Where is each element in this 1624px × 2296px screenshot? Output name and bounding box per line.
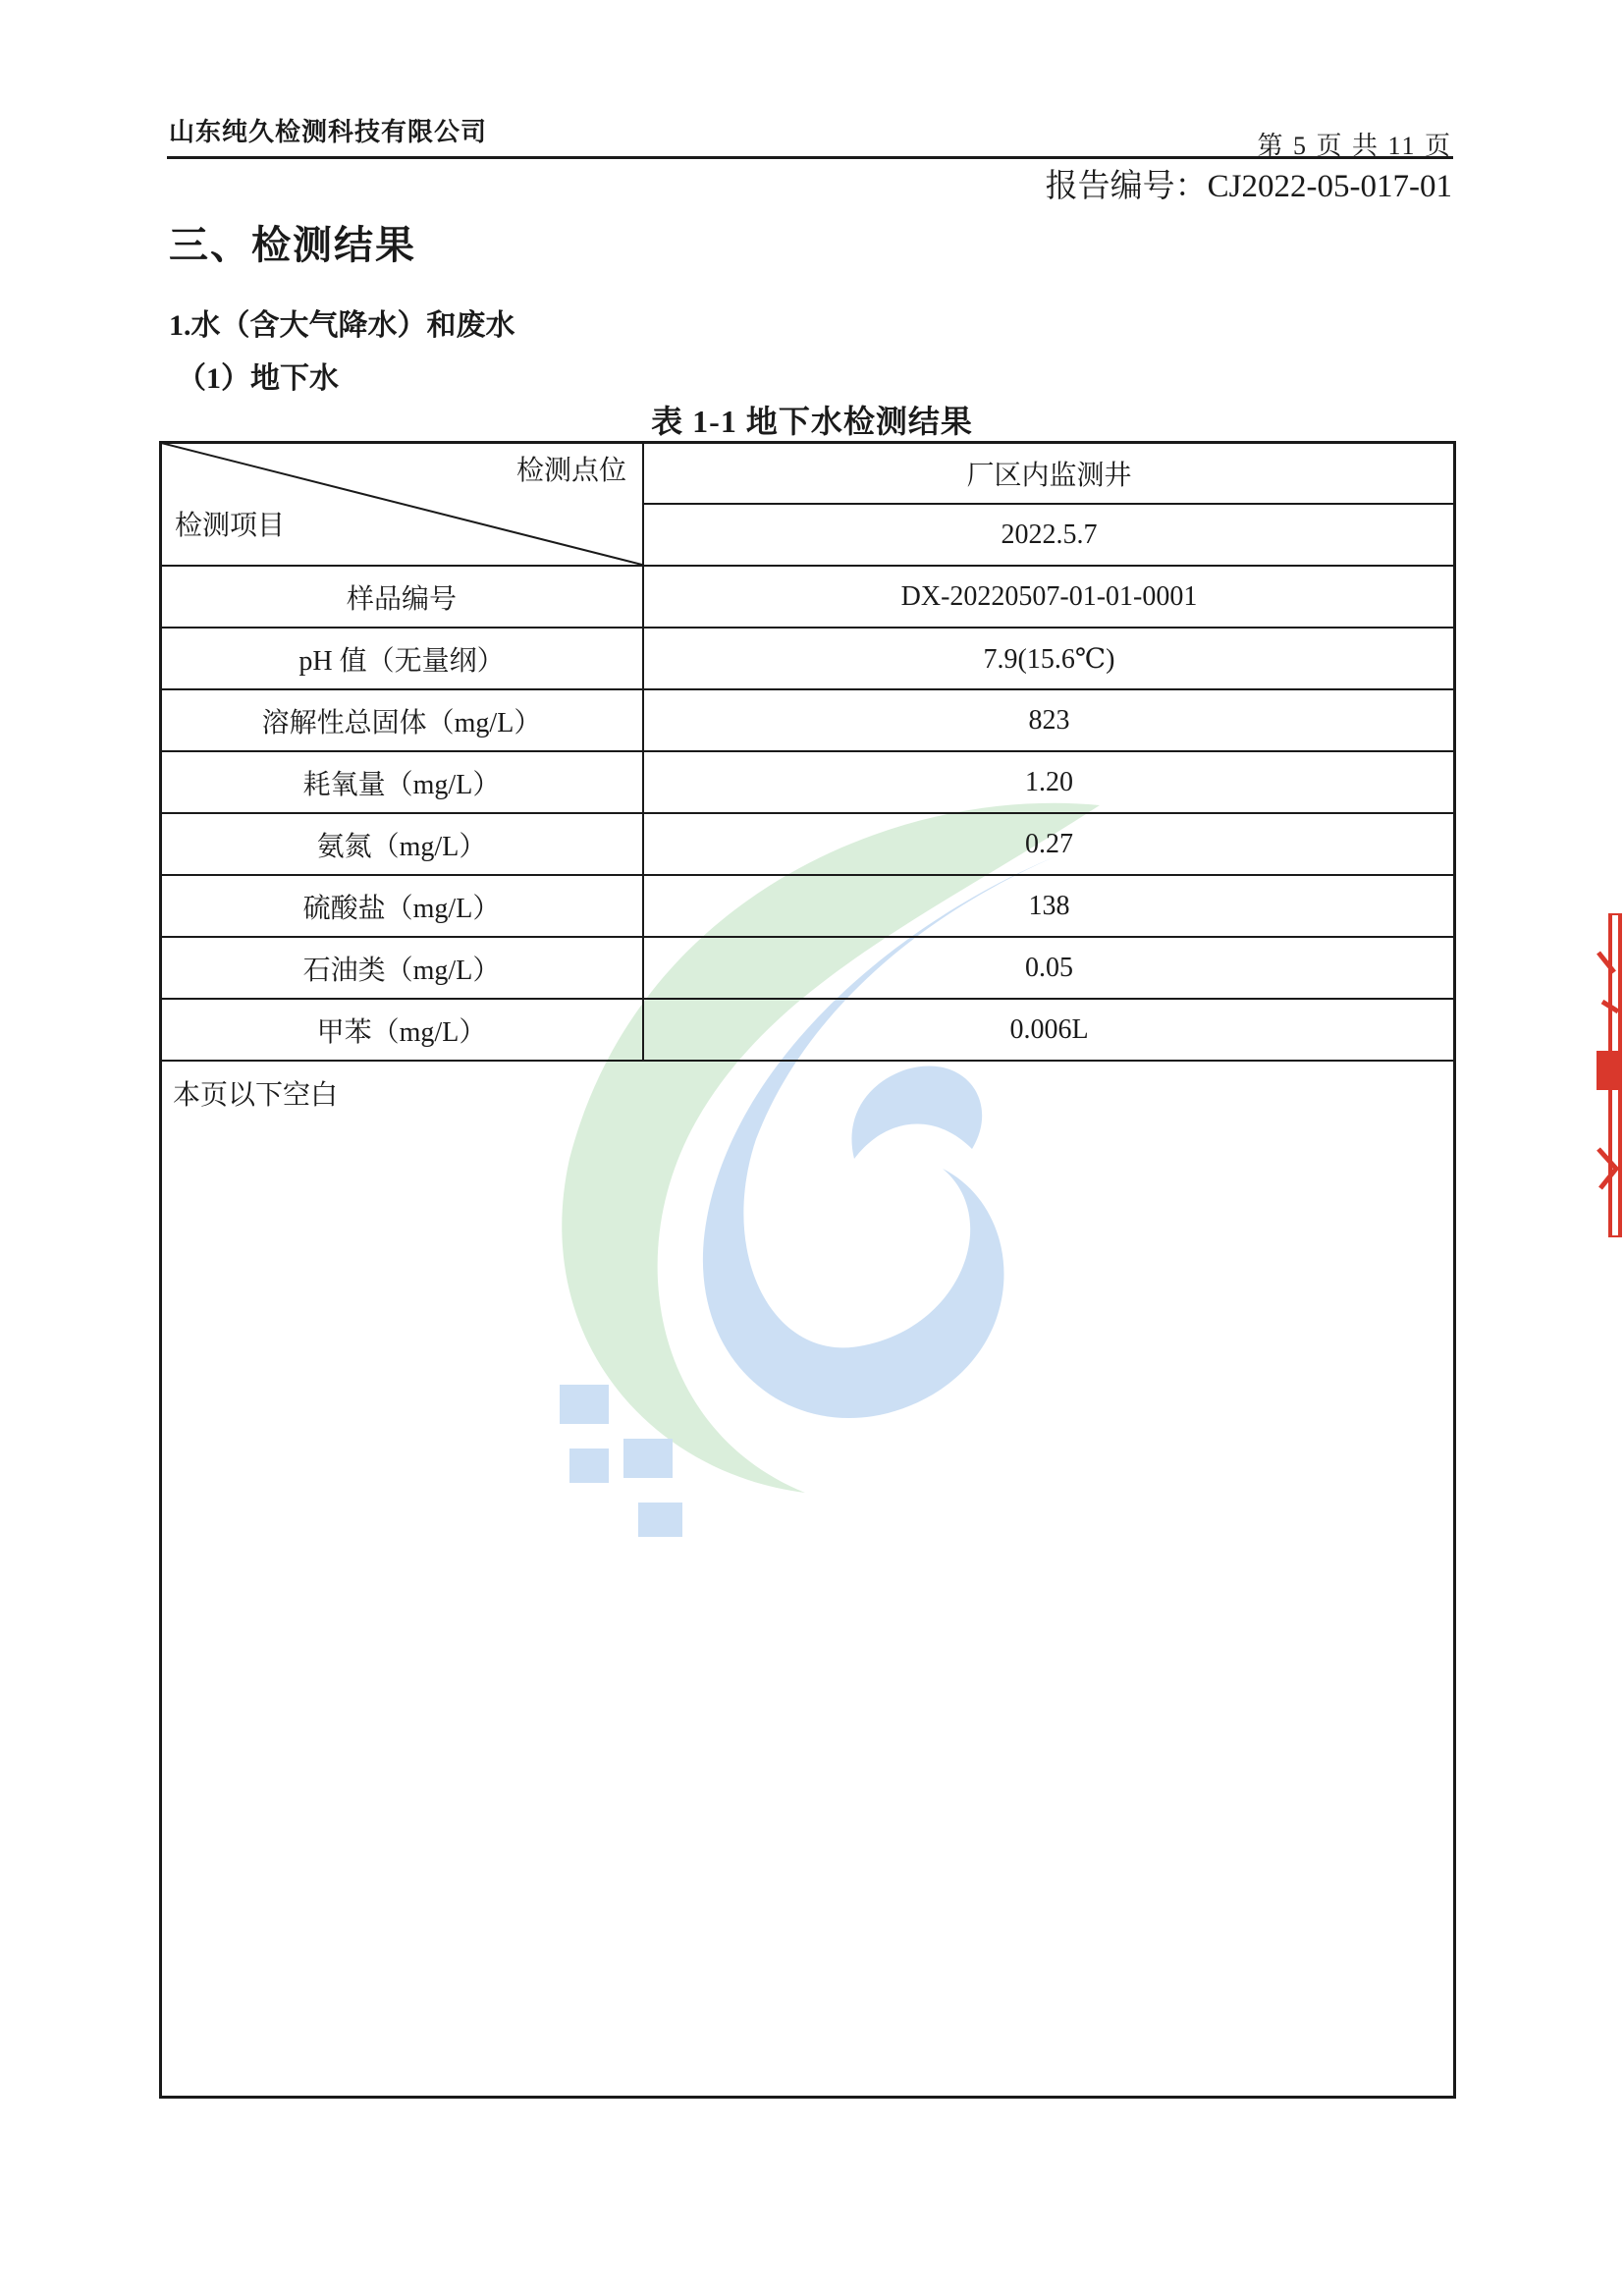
item-cell: 样品编号 xyxy=(160,566,643,628)
table-frame xyxy=(159,441,1456,2099)
table-caption: 表 1-1 地下水检测结果 xyxy=(651,404,973,439)
monitoring-point-cell: 厂区内监测井 xyxy=(643,442,1455,504)
item-cell: 石油类（mg/L） xyxy=(160,937,643,999)
seal-stamp-icon xyxy=(1593,913,1624,1237)
item-cell: 甲苯（mg/L） xyxy=(160,999,643,1061)
item-cell: 氨氮（mg/L） xyxy=(160,813,643,875)
blank-page-note: 本页以下空白 xyxy=(173,1080,339,1111)
item-cell: 溶解性总固体（mg/L） xyxy=(160,689,643,751)
value-cell: 138 xyxy=(643,875,1455,937)
value-cell: DX-20220507-01-01-0001 xyxy=(643,566,1455,628)
subsubsection-title: （1）地下水 xyxy=(177,362,339,395)
sampling-date-cell: 2022.5.7 xyxy=(643,504,1455,566)
value-cell: 823 xyxy=(643,689,1455,751)
point-header-label: 检测点位 xyxy=(515,456,626,486)
report-number: 报告编号：CJ2022-05-017-01 xyxy=(1045,169,1452,204)
value-cell: 7.9(15.6℃) xyxy=(643,628,1455,689)
subsection-title: 1.水（含大气降水）和废水 xyxy=(169,309,515,342)
page-number: 第 5 页 共 11 页 xyxy=(1257,132,1452,160)
value-cell: 1.20 xyxy=(643,751,1455,813)
value-cell: 0.05 xyxy=(643,937,1455,999)
item-header-label: 检测项目 xyxy=(175,511,286,541)
company-name: 山东纯久检测科技有限公司 xyxy=(169,118,488,146)
item-cell: 硫酸盐（mg/L） xyxy=(160,875,643,937)
value-cell: 0.27 xyxy=(643,813,1455,875)
item-cell: pH 值（无量纲） xyxy=(160,628,643,689)
item-cell: 耗氧量（mg/L） xyxy=(160,751,643,813)
section-title: 三、检测结果 xyxy=(169,223,416,267)
value-cell: 0.006L xyxy=(643,999,1455,1061)
header-divider xyxy=(167,156,1453,159)
